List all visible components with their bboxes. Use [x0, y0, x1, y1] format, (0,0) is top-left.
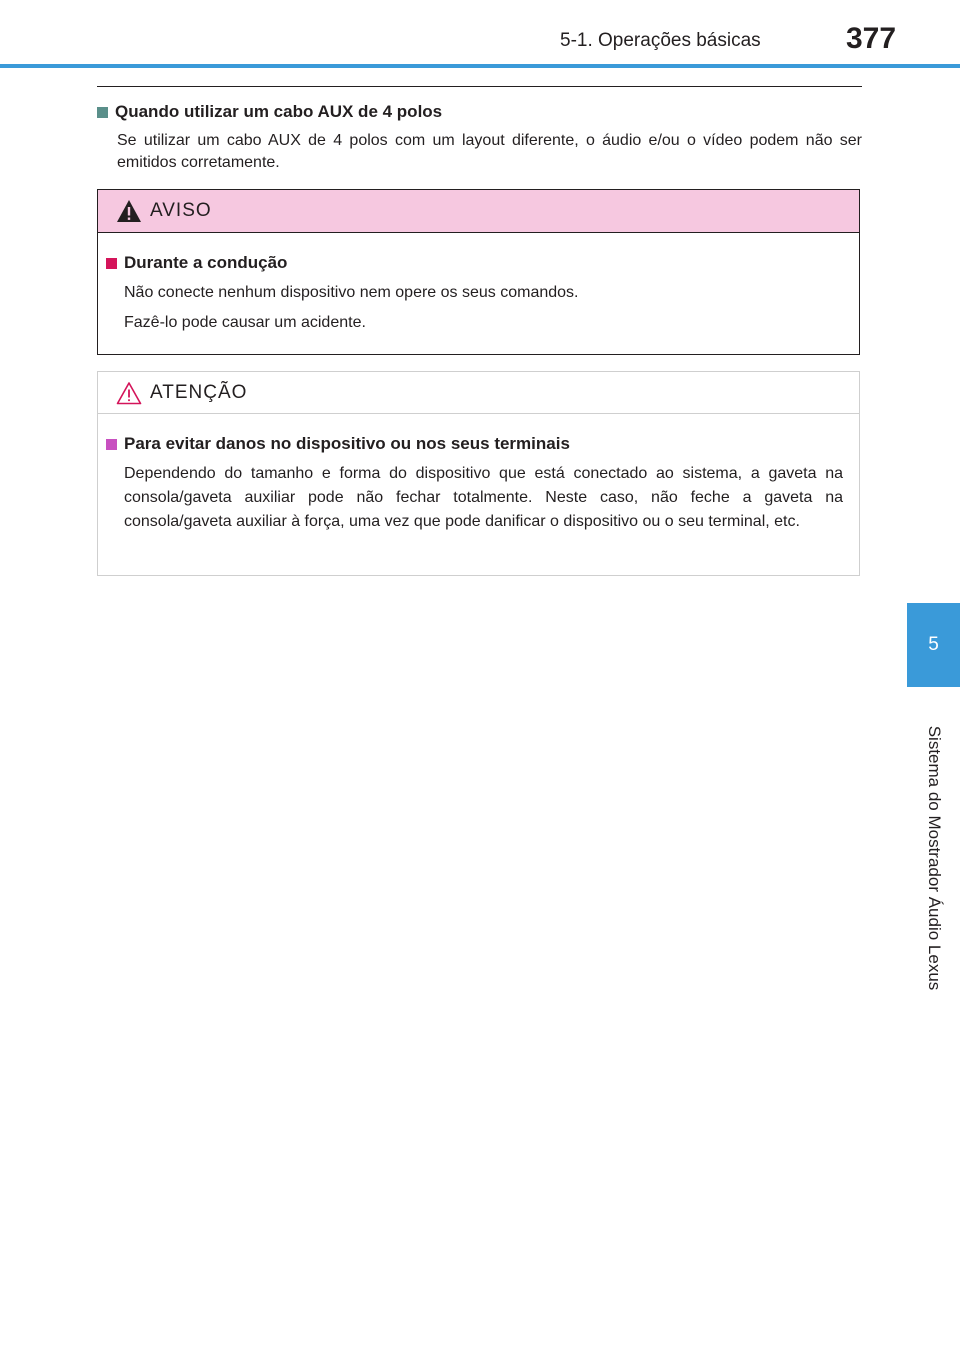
header-line: [0, 64, 960, 68]
warning-box-header: [98, 190, 859, 233]
notice-box-header: [98, 372, 859, 414]
notice-heading: Para evitar danos no dispositivo ou nos seus terminais: [124, 434, 570, 453]
page-number: 377: [846, 22, 897, 55]
chapter-label: Sistema do Mostrador Áudio Lexus: [925, 725, 944, 991]
intro-section: [97, 100, 862, 174]
warning-triangle-filled-icon: [116, 199, 142, 223]
warning-box: [97, 189, 860, 355]
header-section-title: 5-1. Operações básicas: [560, 30, 761, 51]
warning-heading: Durante a condução: [124, 253, 288, 272]
warning-heading-row: [106, 251, 843, 275]
square-bullet-icon: [106, 439, 117, 450]
warning-line: Não conecte nenhum dispositivo nem opere os seus comandos.: [124, 284, 579, 301]
notice-box: [97, 371, 860, 576]
notice-box-title: ATENÇÃO: [150, 381, 248, 403]
top-rule: [97, 86, 862, 87]
notice-heading-row: [106, 432, 843, 456]
warning-line: Fazê-lo pode causar um acidente.: [124, 314, 366, 331]
warning-box-body: [98, 233, 859, 335]
intro-heading: Quando utilizar um cabo AUX de 4 polos: [115, 102, 443, 121]
chapter-number: 5: [928, 634, 939, 655]
square-bullet-icon: [106, 258, 117, 269]
warning-box-title: AVISO: [150, 200, 212, 221]
notice-text: Dependendo do tamanho e forma do dispositivo que está conectado ao sistema, a gaveta na consola/gaveta auxiliar pode não fechar totalmente. Neste caso, não feche a gaveta na consola/gaveta auxiliar à força, uma vez que pode danificar o dispositivo ou o seu terminal, etc.: [124, 465, 843, 530]
chapter-tab: [907, 603, 960, 687]
square-bullet-icon: [97, 107, 108, 118]
notice-box-body: [98, 414, 859, 534]
warning-triangle-outline-icon: [116, 381, 142, 405]
intro-heading-row: [97, 100, 862, 124]
intro-text: Se utilizar um cabo AUX de 4 polos com um layout diferente, o áudio e/ou o vídeo podem não ser emitidos corretamente.: [117, 132, 862, 171]
